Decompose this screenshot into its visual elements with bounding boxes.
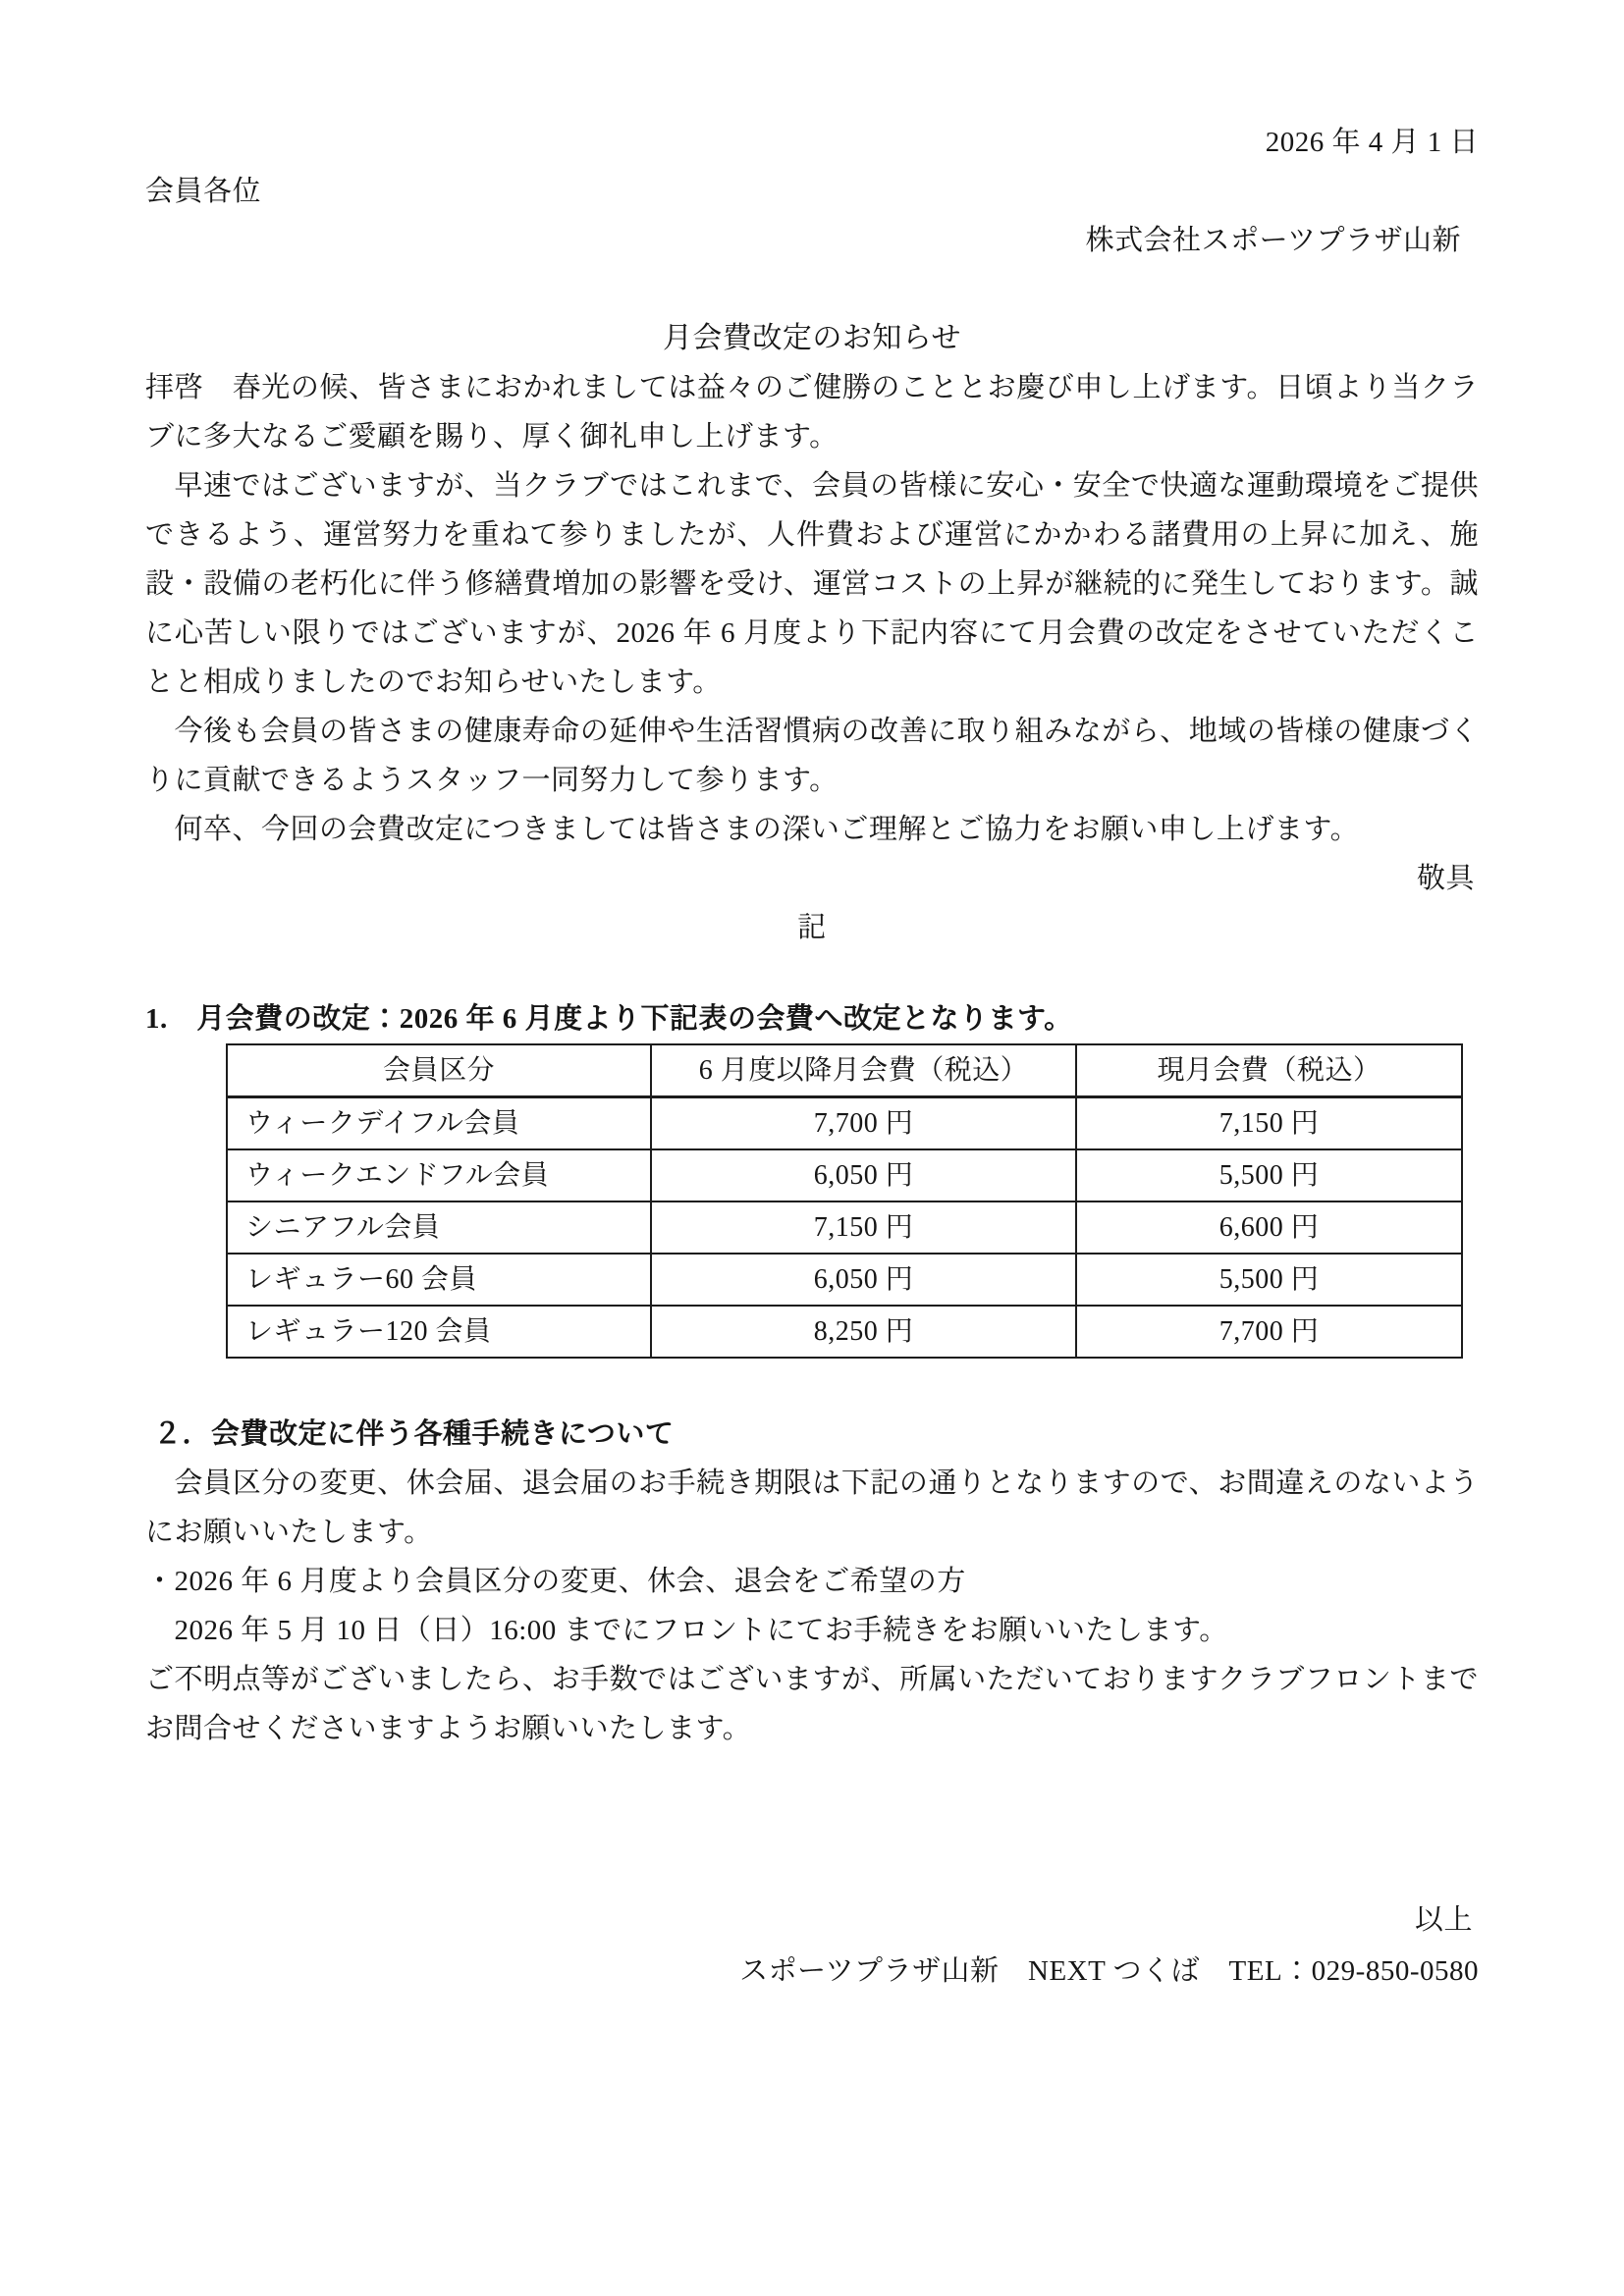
greeting-paragraph: 拝啓 春光の候、皆さまにおかれましては益々のご健勝のこととお慶び申し上げます。日頃より当クラブに多大なるご愛顧を賜り、厚く御礼申し上げます。 <box>145 372 1479 453</box>
table-row <box>227 1149 1462 1201</box>
fee-table-header-row <box>227 1044 1462 1097</box>
body-paragraph-request: 何卒、今回の会費改定につきましては皆さまの深いご理解とご協力をお願い申し上げます。 <box>145 814 1360 845</box>
section2-heading: ２．会費改定に伴う各種手続きについて <box>153 1418 675 1450</box>
record-marker-ki: 記 <box>797 912 827 943</box>
section2-bullet-detail: 2026 年 5 月 10 日（日）16:00 までにフロントにてお手続きをお願いいたします。 <box>145 1615 1228 1646</box>
end-marker-ijou: 以上 <box>1414 1904 1473 1936</box>
company-name: 株式会社スポーツプラザ山新 <box>1085 225 1461 256</box>
table-row <box>227 1306 1462 1358</box>
fee-table <box>226 1043 1463 1359</box>
body-paragraph-commitment: 今後も会員の皆さまの健康寿命の延伸や生活習慣病の改善に取り組みながら、地域の皆様の健康づくりに貢献できるようスタッフ一同努力して参ります。 <box>145 716 1479 796</box>
member-category: ウィークエンドフル会員 <box>227 1149 651 1201</box>
new-fee: 8,250 円 <box>651 1306 1076 1358</box>
new-fee: 6,050 円 <box>651 1254 1076 1306</box>
current-fee: 6,600 円 <box>1076 1201 1462 1254</box>
closing-word-keigu: 敬具 <box>1416 863 1475 894</box>
fee-table-header-current-fee: 現月会費（税込） <box>1076 1044 1462 1097</box>
new-fee: 6,050 円 <box>651 1149 1076 1201</box>
table-row <box>227 1254 1462 1306</box>
fee-table-header-new-fee: 6 月度以降月会費（税込） <box>651 1044 1076 1097</box>
fee-table-header-category: 会員区分 <box>227 1044 651 1097</box>
section2-paragraph: 会員区分の変更、休会届、退会届のお手続き期限は下記の通りとなりますので、お間違えのないようにお願いいたします。 <box>145 1468 1479 1548</box>
member-category: レギュラー60 会員 <box>227 1254 651 1306</box>
member-category: シニアフル会員 <box>227 1201 651 1254</box>
current-fee: 5,500 円 <box>1076 1149 1462 1201</box>
current-fee: 7,150 円 <box>1076 1097 1462 1150</box>
new-fee: 7,150 円 <box>651 1201 1076 1254</box>
table-row <box>227 1097 1462 1150</box>
document-date: 2026 年 4 月 1 日 <box>1265 127 1479 158</box>
new-fee: 7,700 円 <box>651 1097 1076 1150</box>
current-fee: 7,700 円 <box>1076 1306 1462 1358</box>
table-row <box>227 1201 1462 1254</box>
section1-heading: 1. 月会費の改定：2026 年 6 月度より下記表の会費へ改定となります。 <box>145 1003 1073 1035</box>
member-category: ウィークデイフル会員 <box>227 1097 651 1150</box>
recipient: 会員各位 <box>145 176 262 207</box>
closing-paragraph: ご不明点等がございましたら、お手数ではございますが、所属いただいておりますクラブフロントまでお問合せくださいますようお願いいたします。 <box>145 1664 1479 1744</box>
section2-bullet: ・2026 年 6 月度より会員区分の変更、休会、退会をご希望の方 <box>145 1566 966 1597</box>
body-paragraph-reason: 早速ではございますが、当クラブではこれまで、会員の皆様に安心・安全で快適な運動環境をご提供できるよう、運営努力を重ねて参りましたが、人件費および運営にかかわる諸費用の上昇に加え、施設・設備の老朽化に伴う修繕費増加の影響を受け、運営コストの上昇が継続的に発生しております。誠に心苦しい限りではございますが、2026 年 6 月度より下記内容にて月会費の改定をさせていただくことと相成りましたのでお知らせいたします。 <box>145 470 1479 698</box>
current-fee: 5,500 円 <box>1076 1254 1462 1306</box>
page-title: 月会費改定のお知らせ <box>662 322 962 354</box>
member-category: レギュラー120 会員 <box>227 1306 651 1358</box>
footer-contact: スポーツプラザ山新 NEXT つくば TEL：029-850-0580 <box>739 1955 1479 1987</box>
